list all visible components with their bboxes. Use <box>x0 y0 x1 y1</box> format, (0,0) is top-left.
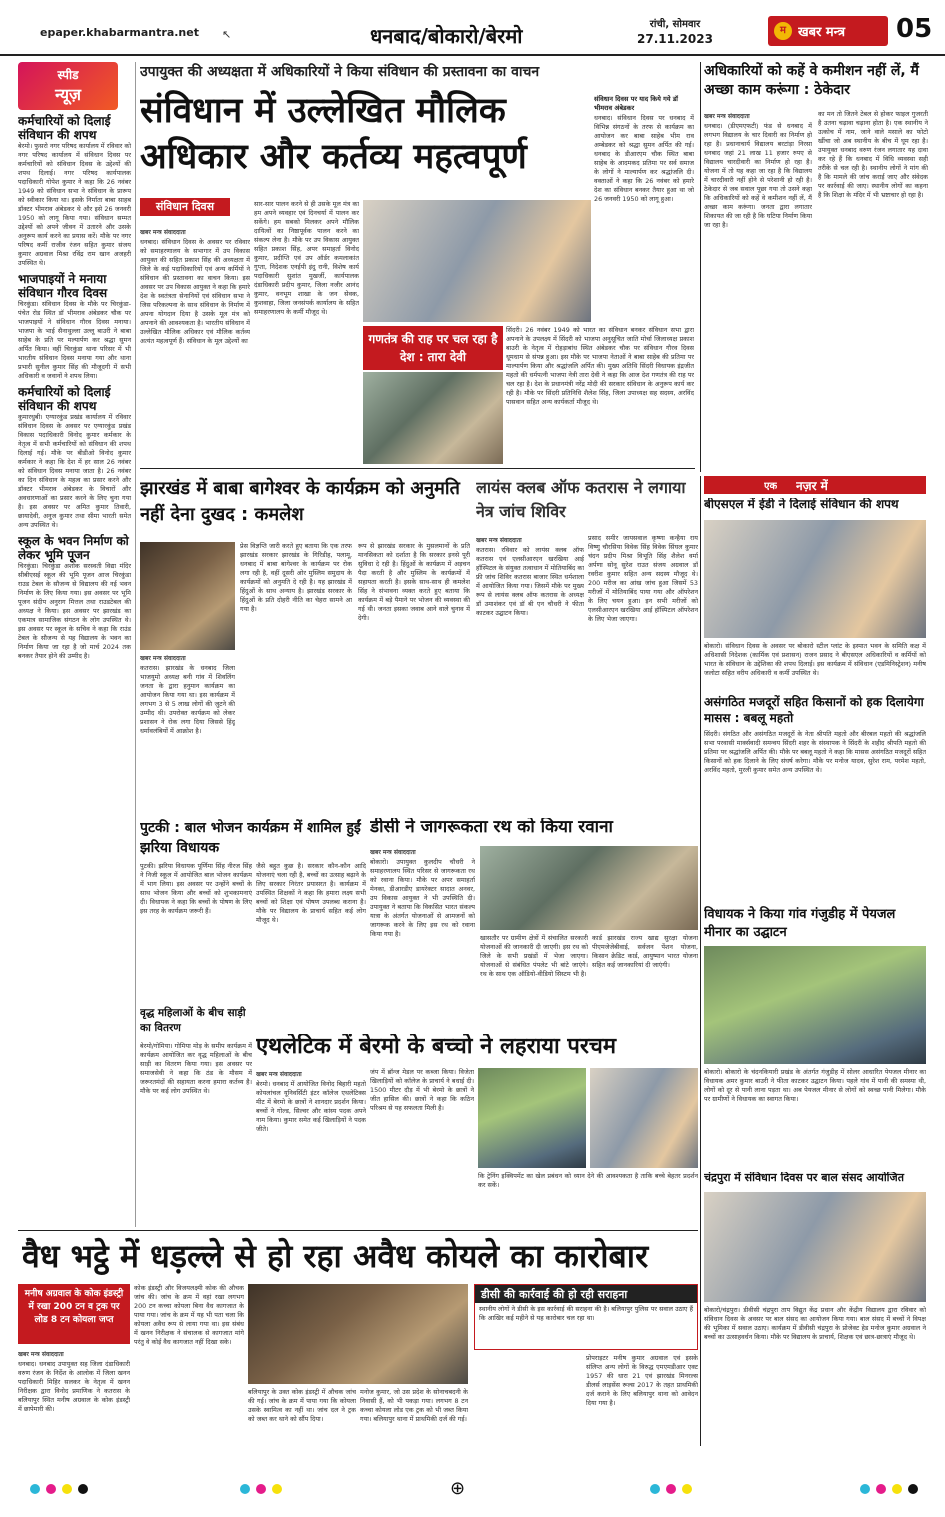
speed-news-headline: स्कूल के भवन निर्माण को लेकर भूमि पूजन <box>18 534 129 562</box>
speed-news-body: बेरमो। फुसरो नगर परिषद कार्यालय में रविवार को नगर परिषद कार्यालय में संविधान दिवस पर कर्मचारियों को संविधान दिवस के उद्देश्यों की शपथ दिलाई। नगर परिषद कार्यपालक पदाधिकारी गोपेश कुमार ने कहा कि 26 नवंबर 1949 को संविधान सभा ने संविधान के प्रारूप को स्वीकार किया था। इसके निर्माता बाबा साहब डॉक्टर भीमराव अंबेडकर थे और इसे 26 जनवरी 1950 को लागू किया गया। संविधान सम्मत उद्देश्यों को अपने जीवन में उतारने और उसके अनुरूप कार्य करने का प्रयास करें। मौके पर नगर परिषद कर्मी राजीव रंजन सहित कुमार संजय कुमार अग्रवाल मिश्रा रविंद्र राम खान अजहरी उपस्थित थे। <box>18 142 131 267</box>
commission-col-1 <box>704 110 812 462</box>
coal-body-4b <box>474 1354 582 1460</box>
coal-body-5: प्रोपराइटर मनीष कुमार अग्रवाल एवं इसके संलिप्त अन्य लोगों के विरुद्ध एमएमडीआर एक्ट 1957 की धारा 21 एवं झारखंड मिनरल्स डीलर्स लाइसेंस रूल्स 2017 के तहत प्राथमिकी दर्ज कराने के लिए बलियापुर थाना को आवेदन दिया गया है। <box>586 1354 698 1407</box>
lead-caption-head: संविधान दिवस पर याद किये गये डॉ भीमराव अंबेडकर <box>594 95 678 112</box>
crop-mark-icon <box>240 1484 250 1494</box>
crop-mark-icon <box>46 1484 56 1494</box>
registration-mark-icon: ⊕ <box>450 1478 466 1499</box>
divider <box>140 468 695 469</box>
athletic-col-1 <box>256 1068 366 1226</box>
lead-photo <box>363 200 591 322</box>
lions-col-1 <box>476 534 584 808</box>
lions-headline: लायंस क्लब ऑफ कतरास ने लगाया नेत्र जांच शिविर <box>476 478 686 521</box>
putki-body-2: जैसे बहुत कुछ है। सरकार कौन-कौन आदि योजनाएं चला रही है, बच्चों का उत्साह बढ़ाने के लिए सरकार निरंतर प्रयासरत है। कार्यक्रम में उपस्थित शिक्षकों ने कहा कि हमारा लक्ष्य सभी बच्चों को शिक्षा एवं पोषण उपलब्ध कराना है। मौके पर विद्यालय के प्राचार्य सहित कई लोग मौजूद थे। <box>256 862 366 924</box>
dc-rath-byline: खबर मन्त्र संवाददाता <box>370 849 416 856</box>
bageshwar-body-2: प्रेस विज्ञप्ति जारी करते हुए बताया कि एक तरफ झारखंड सरकार झारखंड के गिरिडीह, पलामू, धनबाद में बाबा बागेश्वर के कार्यक्रम पर रोक लगा रही है, वहीं दूसरी ओर मुस्लिम समुदाय के कार्यक्रमों को अनुमति दे रही है। यह झारखंड में हिंदुओं के साथ अन्याय है। झारखंड सरकार के हिंदुओं के प्रति दोहरी नीति का चेहरा सामने आ गया है। <box>240 542 352 613</box>
crop-mark-icon <box>666 1484 676 1494</box>
crop-mark-icon <box>650 1484 660 1494</box>
dc-rath-headline: डीसी ने जागरूकता रथ को किया रवाना <box>370 818 613 837</box>
bageshwar-body-3: रूप से झारखंड सरकार के मुसलमानों के प्रति मानसिकता को दर्शाता है कि सरकार इनसे पूरी सुविधा दे रही है। हिंदुओं के कार्यक्रम में अड़चन पैदा करती है और मुस्लिम के कार्यक्रमों में सहायता करती है। इसके साथ-साथ ही कमलेश सिंह ने संभावना व्यक्त करते हुए बताया कि कार्यक्रम में बड़े पैमाने पर भोजन की व्यवस्था की गई थी। जनता इसका जवाब आने वाले चुनाव में देगी। <box>358 542 470 622</box>
lead-col-2 <box>254 200 359 460</box>
coal-dc-box <box>474 1284 698 1350</box>
paniyal-photo <box>704 946 926 1064</box>
lions-body-1: कतरास। रविवार को लायंस क्लब ऑफ कतरास एवं एलसीआरएन खरखिया आई हॉस्पिटल के संयुक्त तत्वाधान में मोतियाबिंद का फ्री जांच शिविर कतरास बाजार स्थित धर्मशाला में आयोजित किया गया। जिसमें मौके पर मुख्य रूप से लायंस क्लब ऑफ कतरास के अध्यक्ष डॉ उमाशंकर एवं डॉ बी एन चौधरी ने फीता काटकर उद्घाटन किया। <box>476 546 584 617</box>
athletic-headline: एथलेटिक में बेरमो के बच्चो ने लहराया परचम <box>256 1034 617 1059</box>
dc-rath-body-3: कार्ड झारखंड राज्य खाद्य सुरक्षा योजना पीएमजेजेबीवाई, सर्वजन पेंशन योजना, किसान क्रेडिट कार्ड, आयुष्मान भारत योजना सहित कई जानकारियां दी जाएंगी। <box>592 934 698 969</box>
lead-caption-body: धनबाद। संविधान दिवस पर धनबाद में विभिन्न संगठनों के तरफ से कार्यक्रम का आयोजन कर बाबा साहेब भीम राव अम्बेडकर को श्रद्धा सुमन अर्पित की गई। धनबाद के डीआरएम चौक स्थित बाबा साहेब के आदमकद प्रतिमा पर सर्व समाज के लोगों ने माल्यार्पण कर श्रद्धांजलि दी। वक्ताओं ने कहा कि 26 नवंबर को हमारे देश का संविधान बनकर तैयार हुआ था जो 26 जनवरी 1950 को लागू हुआ। <box>594 114 694 203</box>
dc-rath-col-1 <box>370 846 475 1006</box>
crop-mark-icon <box>272 1484 282 1494</box>
nazar-photo <box>704 520 926 638</box>
coal-col-1 <box>18 1348 130 1460</box>
speed-news-item <box>18 534 131 661</box>
speed-news-column <box>18 62 136 1227</box>
place-day: रांची, सोमवार <box>649 19 701 30</box>
speed-news-body: चिरकुंडा। चिरकुंडा अशोक सरस्वती विद्या मंदिर सीबीएसई स्कूल की भूमि पूजन आज चिरकुंडा राउड टेबल के सौजन्य से विद्यालय की नई भवन निर्माण के लिए किया गया। इस अवसर पर भूमि पूजन संदीप अनुराग मित्तल तथा राउडटेबल की अध्यक्ष ने किया। इस अवसर पर झारखंड का एकमात्र सामाजिक संगठन के लोग उपस्थित थे। इस अवसर पर स्कूल के सचिव ने कहा कि राउंड टेबल के सौजन्य से यह विद्यालय के भवन का निर्माण किया जा रहा है जो मार्च 2024 तक बनकर तैयार होने की उम्मीद है। <box>18 562 131 660</box>
nazar-label <box>704 476 926 494</box>
bageshwar-body-1: कतरास। झारखंड के धनबाद जिला भाजयुमो अध्यक्ष बनी गांव में शिवलिंग जनता के द्वारा हनुमान कार्यक्रम का आयोजन किया गया था। इस कार्यक्रम में लगभग 3 से 5 लाख लोगों की जुटने की उम्मीद थी। उपरोक्त कार्यक्रम को लेकर प्रशासन ने रोक लगा दिया जिससे हिंदू धर्मावलंबियों में आक्रोश है। <box>140 664 235 735</box>
athletic-caption: कि ट्रेनिंग इक्विपमेंट का खेल प्रबंधन को ध्यान देने की आवश्यकता है ताकि बच्चे बेहतर प्रदर्शन कर सकें। <box>478 1172 698 1189</box>
athletic-photo-1 <box>478 1068 586 1168</box>
republic-photo <box>363 372 503 464</box>
bageshwar-photo <box>140 542 235 650</box>
lead-col-1 <box>140 226 250 496</box>
lead-byline: खबर मन्त्र संवाददाता <box>140 229 186 236</box>
coal-body-2: कोक इंडस्ट्री और विजयलक्ष्मी कोक की औचक जांच की। जांच के क्रम में वहां रखा लगभग 200 टन कच्चा कोयला बिना वैध कागजात के पाया गया। जांच के क्रम में यह भी पता चला कि कोयला अवैध रूप से लाया गया था। इस संबंध में खनन निरीक्षक ने संचालक से कागजात मांगे परंतु वे कोई वैध कागजात नहीं दिखा सके। <box>134 1284 244 1346</box>
speed-news-logo <box>18 62 118 110</box>
bageshwar-col-1 <box>140 652 235 812</box>
divider <box>700 476 701 1446</box>
paniyal-headline: विधायक ने किया गांव गंजुडीह में पेयजल मीनार का उद्घाटन <box>704 907 896 940</box>
nazar-label-b: नज़र में <box>796 479 828 493</box>
crop-mark-icon <box>30 1484 40 1494</box>
dc-rath-body-1: बोकारो। उपायुक्त कुलदीप चौधरी ने समाहरणालय स्थित परिसर से जागरूकता रथ को रवाना किया। मौके पर अपर समाहर्ता मेनका, डीआरडीए डायरेक्टर सादात अनवर, उप विकास आयुक्त ने भी उपस्थिति दी। उपायुक्त ने बताया कि विकसित भारत संकल्प यात्रा के अंतर्गत योजनाओं से आमजनों को जागरूक करने के लिए इस रथ को रवाना किया गया है। <box>370 858 475 938</box>
speed-news-item <box>18 114 131 268</box>
speed-news-item <box>18 272 131 381</box>
lead-kicker: उपायुक्त की अध्यक्षता में अधिकारियों ने किया संविधान की प्रस्तावना का वाचन <box>140 64 540 80</box>
republic-banner: गणतंत्र की राह पर चल रहा है देश : तारा देवी <box>363 326 503 370</box>
crop-mark-icon <box>876 1484 886 1494</box>
mazdoor-headline: असंगठित मजदूरों सहित किसानों को हक दिलायेगा मासस : बबलू महतो <box>704 695 924 725</box>
brand-logo-icon: म <box>774 22 792 40</box>
commission-headline: अधिकारियों को कहें वे कमीशन नहीं लें, मैं अच्छा काम करूंगा : ठेकेदार <box>704 63 919 98</box>
edition-title: धनबाद/बोकारो/बेरमो <box>370 24 523 48</box>
nazar-label-a: एक <box>764 481 778 492</box>
lead-body-2: सार-सार पालन करने से ही उसके मूल मंत्र का हम अपने व्यवहार एवं दिनचर्या में पालन कर सकेंगे। हम सबको मिलकर अपने मौलिक दायित्वों का निष्ठापूर्वक पालन करने का संकल्प लेना है। मौके पर उप विकास आयुक्त सहित प्रकाश सिंह, अपर समाहर्ता विनोद कुमार, प्रदीप्ति एवं उप ऑर्डर कमलाकांत गुप्ता, निदेशक एनईपी इंदु रानी, विशेष कार्य पदाधिकारी सुशांत मुखर्जी, कार्यपालक दंडाधिकारी प्रदीप कुमार, जिला नजीर आनंद कुमार, वनभूम शाखा के जन सेवक, कुशवाहा, जिला जनसंपर्क कार्यालय के सहित समाहरणालय के कर्मी मौजूद थे। <box>254 200 359 316</box>
coal-body-4: मनोज कुमार, जो उस प्रदेश के सोनाचबदनी के निवासी हैं, को भी पकड़ा गया। लगभग 8 टन कच्चा कोयला लोड एक ट्रक को भी जब्त किया गया। बलियापुर थाना में प्राथमिकी दर्ज की गई। <box>360 1388 468 1423</box>
coal-photo-1 <box>248 1284 468 1384</box>
athletic-photo-2 <box>590 1068 698 1168</box>
nazar-headline: बीएसएल में ईडी ने दिलाई संविधान की शपथ <box>704 498 899 511</box>
lead-body-1: धनबाद। संविधान दिवस के अवसर पर रविवार को समाहरणालय के सभागार में उप विकास आयुक्त की सहित प्रकाश सिंह की अध्यक्षता में जिले के कई पदाधिकारियों एवं अन्य कर्मियों ने संविधान की प्रस्तावना का वाचन किया। इस अवसर पर उप विकास आयुक्त ने कहा कि हमारे देश के स्वतंत्रता सेनानियों एवं संविधान सभा ने जिस परिकल्पना के साथ संविधान के निर्माण में अपना योगदान दिया है उसके मूल मंत्र को अपनाने की आवश्यकता है। भारतीय संविधान में उल्लेखित मौलिक अधिकार एवं मौलिक कर्तव्य अत्यंत महत्वपूर्ण हैं। संविधान के मूल उद्देश्यों का <box>140 238 250 345</box>
athletic-byline: खबर मन्त्र संवाददाता <box>256 1071 302 1078</box>
saree-body: बेरमो/गोमिया। गोमिया मोड़ के समीप कार्यक्रम में कार्यक्रम आयोजित कर वृद्ध महिलाओं के बीच साड़ी का वितरण किया गया। इस अवसर पर समाजसेवी ने कहा कि ठंड के मौसम में जरूरतमंदों की सहायता करना हमारा कर्तव्य है। मौके पर कई लोग उपस्थित थे। <box>140 1042 252 1095</box>
coal-dc-box-title: डीसी की कार्रवाई की हो रही सराहना <box>475 1285 697 1303</box>
nazar-body: बोकारो। संविधान दिवस के अवसर पर बोकारो स्टील प्लांट के इस्पात भवन के समिति कक्ष में अधिशासी निदेशक (कार्मिक एवं प्रशासन) राजन प्रसाद ने बीएसएल अधिकारियों व कर्मियों को भारत के संविधान के उद्देशिका की शपथ दिलाई। इस कार्यक्रम में संविधान (एडमिनिस्ट्रेशन) मनीष जलोटा सहित वरीय अधिकारी व कर्मी उपस्थित थे। <box>704 642 926 677</box>
putki-body-1: पुटकी। झरिया विधायक पूर्णिमा सिंह नीरज सिंह ने निजी स्कूल में आयोजित बाल भोजन कार्यक्रम में भाग लिया। इस अवसर पर उन्होंने बच्चों के साथ भोजन किया और बच्चों को शुभकामनाएं दी। विधायक ने कहा कि बच्चों के पोषण के लिए इस तरह के कार्यक्रम जरूरी हैं। <box>140 862 252 915</box>
coal-body-3: बलियापुर के उक्त कोक इंडस्ट्री में औचक जांच की गई। जांच के क्रम में पाया गया कि कोयला उसके स्वामित्व का नहीं था। जांच दल ने ट्रक को जब्त कर थाने को सौंप दिया। <box>248 1388 356 1423</box>
brand-box <box>768 16 888 46</box>
crop-mark-icon <box>908 1484 918 1494</box>
speed-news-body: चिरकुंडा। संविधान दिवस के मौके पर चिरकुंडा-पंचेत रोड स्थित डॉ भीमराव अंबेडकर चौक पर भाजपाइयों ने संविधान गौरव दिवस मनाया। भाजपा के भाई सैनाथुल्ला उल्लू बाउरी ने बाबा साहेब के प्रति पर मल्यार्पण कर श्रद्धा सुमन अर्पित किया। वहीं चिरकुंडा थाना परिसर में भी भारतीय संविधान दिवस मनाया गया और थाना प्रभारी सुनील कुमार सिंह की मौजूदगी में सभी अधिकारी व जवानों ने शपथ लिया। <box>18 300 131 380</box>
lead-photo-caption <box>594 92 694 322</box>
speed-news-headline: भाजपाइयों ने मनाया संविधान गौरव दिवस <box>18 272 108 300</box>
commission-body-1: धनबाद। (डीएमएफटी) फंड से धनबाद में लगभग विद्यालय के चार दिवारी का निर्माण हो रहा है। प्रधानाचार्य विद्यालय बरटांड़ा निरसा धनबाद जहां 21 लाख 11 हजार रुपए से विद्यालय चारदीवारी का निर्माण हो रहा है। योजना में तो यह कहा जा रहा है कि विद्यालय में चारदीवारी नहीं होने से परेशानी हो रही है। ठेकेदार से जब सवाल पूछा गया तो उसने कहा कि अधिकारियों को कहें वे कमीशन नहीं लें, मैं अच्छा काम करूंगा। जनता द्वारा लगातार शिकायत की जा रही है कि घटिया निर्माण किया जा रहा है। <box>704 122 812 229</box>
date-block <box>620 18 730 52</box>
mazdoor-body: सिंदरी। संगठित और असंगठित मजदूरों के नेता श्रीपति महतो और बीरबल महतो की श्रद्धांजलि सभा परवासी मार्क्सवादी समन्वय सिंदरी शहर के संस्थापक ने सिंदरी के शहीद श्रीपति महतो की प्रतिमा पर श्रद्धांजलि अर्पित की। मौके पर बबलू महतो ने कहा कि मासस असंगठित मजदूरों सहित किसानों को हक दिलाने के लिए संघर्ष करेगा। मौके पर मनोज यादव, सुरेश राम, परमेश महतो, अरविंद महतो, मुरली कुमार समेत अन्य उपस्थित थे। <box>704 730 926 774</box>
masthead <box>0 0 945 56</box>
republic-body: सिंदरी। 26 नवंबर 1949 को भारत का संविधान बनकर संविधान सभा द्वारा अपनाने के उपलक्ष्य में सिंदरी को भाजपा अनुसूचित जाति मोर्चा जिलाध्यक्ष प्रकाश बाउरी के नेतृत्व में रोहड़ाबांध स्थित अंबेडकर चौक पर संविधान गौरव दिवस धूमधाम से संपन्न हुआ। इस मौके पर भाजपा नेताओं ने बाबा साहेब की प्रतिमा पर माल्यार्पण किया और श्रद्धांजलि अर्पित की। मुख्य अतिथि सिंदरी विधायक इंद्रजीत महतो की धर्मपत्नी भाजपा नेत्री तारा देवी ने कहा कि आज देश गणतंत्र की राह पर चल रहा है। देश के प्रधानमंत्री नरेंद्र मोदी की सरकार संविधान के अनुरूप कार्य कर रही है। मौके पर सिंदरी प्रतिनिधि शैलेश सिंह, जिला उपाध्यक्ष सह सदस्य, अरविंद पासवान सहित अन्य कार्यकर्ता मौजूद थे। <box>506 326 694 406</box>
speed-news-logo-top: स्पीड <box>57 68 79 82</box>
brand-name: खबर मन्त्र <box>798 25 846 40</box>
divider <box>700 62 701 472</box>
cursor-icon: ↖ <box>222 28 232 41</box>
chandrapura-body: बोकारो/चंद्रपुरा। डीवीसी चंद्रपुरा ताप विद्युत केंद्र प्रधान और केंद्रीय विद्यालय द्वारा रविवार को संविधान दिवस के अवसर पर बाल संसद का आयोजन किया गया। बाल संसद में बच्चों ने विपक्ष की भूमिका में सवाल उठाए। कार्यक्रम में डीवीसी चंद्रपुरा के प्रोजेक्ट हेड मनोज कुमार अग्रवाल ने बच्चों का उत्साहवर्धन किया। मौके पर विद्यालय के प्राचार्य, शिक्षक एवं छात्र-छात्राएं मौजूद थे। <box>704 1306 926 1341</box>
athletic-body-1: बेरमो। धनबाद में आयोजित विनोद बिहारी महतो कोयलांचल यूनिवर्सिटी इंटर कॉलेज एथलेटिक्स मीट में बेरमो के छात्रों ने शानदार प्रदर्शन किया। बच्चों ने गोल्ड, सिल्वर और कांस्य पदक अपने नाम किया। कुमार समेत कई खिलाड़ियों ने पदक जीते। <box>256 1080 366 1133</box>
chandrapura-photo <box>704 1192 926 1302</box>
coal-headline: वैध भट्ठे में धड़ल्ले से हो रहा अवैध कोयले का कारोबार <box>22 1237 649 1275</box>
speed-news-body: कुमारधुबी। एग्यारकुंड प्रखंड कार्यालय में रविवार संविधान दिवस के अवसर पर एग्यारकुंड प्रखंड विकास पदाधिकारी विनोद कुमार कर्मकार के नेतृत्व में सभी कर्मचारियों को संविधान की शपथ दिलाई गई। मौके पर बीडीओ विनोद कुमार कर्मकार ने कहा कि देश में हर साल 26 नवंबर को संविधान दिवस मनाया जाता है। 26 नवंबर का दिन संविधान के महत्व का प्रसार करने और डॉक्टर भीमराव अंबेडकर के विचारों और अवधारणाओं का प्रसार करने के लिए चुना गया है। इस अवसर पर अमित कुमार तिवारी, छायादेवी, अनुज कुमार तथा सीमा भारती समेत अन्य उपस्थित थे। <box>18 413 131 529</box>
commission-byline: खबर मन्त्र संवाददाता <box>704 113 750 120</box>
dc-rath-body-2: खासतौर पर ग्रामीण क्षेत्रों में संचालित सरकारी योजनाओं की जानकारी दी जाएगी। इस रथ को जिले के सभी प्रखंडों में भेजा जाएगा। योजनाओं से संबंधित पंपलेट भी बांटे जाएंगे। रथ के साथ एक ऑडियो-वीडियो सिस्टम भी है। <box>480 934 588 978</box>
crop-mark-icon <box>860 1484 870 1494</box>
divider <box>18 1230 698 1231</box>
lead-headline: संविधान में उल्लेखित मौलिक अधिकार और कर्तव्य महत्वपूर्ण <box>140 91 527 177</box>
speed-news-item <box>18 385 131 530</box>
crop-mark-icon <box>78 1484 88 1494</box>
crop-mark-icon <box>892 1484 902 1494</box>
lions-byline: खबर मन्त्र संवाददाता <box>476 537 522 544</box>
athletic-body-2: जंप में ब्रॉन्ज मेडल पर कब्जा किया। विजेता खिलाड़ियों को कॉलेज के प्राचार्य ने बधाई दी। 1500 मीटर दौड़ में भी बेरमो के छात्रों ने जीत हासिल की। छात्रों ने कहा कि कठिन परिश्रम से यह सफलता मिली है। <box>370 1068 474 1112</box>
putki-headline: पुटकी : बाल भोजन कार्यक्रम में शामिल हुईं झरिया विधायक <box>140 820 361 856</box>
crop-mark-icon <box>256 1484 266 1494</box>
coal-byline: खबर मन्त्र संवाददाता <box>18 1351 64 1358</box>
chandrapura-headline: चंद्रपुरा में संविधान दिवस पर बाल संसद आयोजित <box>704 1172 904 1184</box>
bageshwar-byline: खबर मन्त्र संवाददाता <box>140 655 186 662</box>
page-number: 05 <box>896 14 933 44</box>
issue-date: 27.11.2023 <box>637 32 713 46</box>
crop-mark-icon <box>682 1484 692 1494</box>
bageshwar-headline: झारखंड में बाबा बागेश्वर के कार्यक्रम को अनुमति नहीं देना दुखद : कमलेश <box>140 478 460 525</box>
dc-rath-photo <box>480 846 698 930</box>
lions-body-2: प्रसाद समीर जायसवाल कृष्णा कन्हैया राय विष्णु चौरसिया विवेक सिंह विवेक सिंघल कुमार चंदन प्रदीप मिश्रा विभूति सिंह शैलेश वर्मा अर्पणा सोनू सुरेश राउत संजय अग्रवाल डॉ रवरीश कुमार सहित अन्य सदस्य मौजूद थे। 200 मरीज का आंख जांच हुआ जिसमें 53 मरीजों में मोतियाबिंद पाया गया और ऑपरेशन के लिए चयन हुआ। इन सभी मरीजों को एलसीआरएन खरखिया आई हॉस्पिटल ऑपरेशन के लिए भेजा जाएगा। <box>588 534 698 623</box>
coal-red-box: मनीष अग्रवाल के कोक इंडस्ट्री में रखा 200 टन व ट्रक पर लोड 8 टन कोयला जप्त <box>18 1284 130 1344</box>
crop-mark-icon <box>62 1484 72 1494</box>
coal-dc-box-body: स्थानीय लोगों ने डीसी के इस कार्रवाई की सराहना की है। बलियापुर पुलिस पर सवाल उठाए हैं कि आखिर कई महीने से यह कारोबार चल रहा था। <box>479 1305 693 1322</box>
commission-body-2: का मन तो जितने टेबल से होकर फाइल गुजरती है उतना चढ़ावा चढ़ाना होता है। एक स्थानीय ने उत्कोच में नाम, जाने वाले मसाले का फोटो खींचा जो अब स्थानीय के बीच में घूम रहा है। उपायुक्त धनबाद वरुण रंजन लगातार यह दावा कर रहे हैं कि धनबाद में विधि व्यवस्था सही तरीके से चल रही है। स्थानीय लोगों ने मांग की है कि मामले की जांच कराई जाए और संवेदक पर कार्रवाई की जाए। स्थानीय लोगों का कहना है कि शिक्षा के मंदिर में भी भ्रष्टाचार हो रहा है। <box>818 110 928 199</box>
lead-tag: संविधान दिवस <box>140 198 230 216</box>
url-bar[interactable]: epaper.khabarmantra.net <box>40 26 199 39</box>
saree-headline: वृद्ध महिलाओं के बीच साड़ी का वितरण <box>140 1007 246 1034</box>
footer-bar <box>0 1470 945 1517</box>
paniyal-body: बोकारो। बोकारो के चंदनकियारी प्रखंड के अंतर्गत गंजुडीह में सोलर आधारित पेयजल मीनार का विधायक अमर कुमार बाउरी ने फीता काटकर उद्घाटन किया। पहले गांव में पानी की समस्या थी, लोगों को दूर से पानी लाना पड़ता था। अब पेयजल मीनार से लोगों को स्वच्छ पानी मिलेगा। मौके पर ग्रामीणों ने विधायक का स्वागत किया। <box>704 1068 926 1103</box>
speed-news-logo-bottom: न्यूज़ <box>55 85 81 104</box>
speed-news-headline: कर्मचारियों को दिलाई संविधान की शपथ <box>18 385 111 413</box>
speed-news-headline: कर्मचारियों को दिलाई संविधान की शपथ <box>18 114 111 142</box>
coal-body-1: धनबाद। धनबाद उपायुक्त सह जिला दंडाधिकारी वरुण रंजन के निर्देश के आलोक में जिला खनन पदाधिकारी मिहिर सलकर के नेतृत्व में खनन निरीक्षक द्वारा विनोद प्रमाणिक ने कतरास के बलियापुर स्थित मनीष अग्रवाल के कोक इंडस्ट्री में छापेमारी की। <box>18 1360 130 1413</box>
